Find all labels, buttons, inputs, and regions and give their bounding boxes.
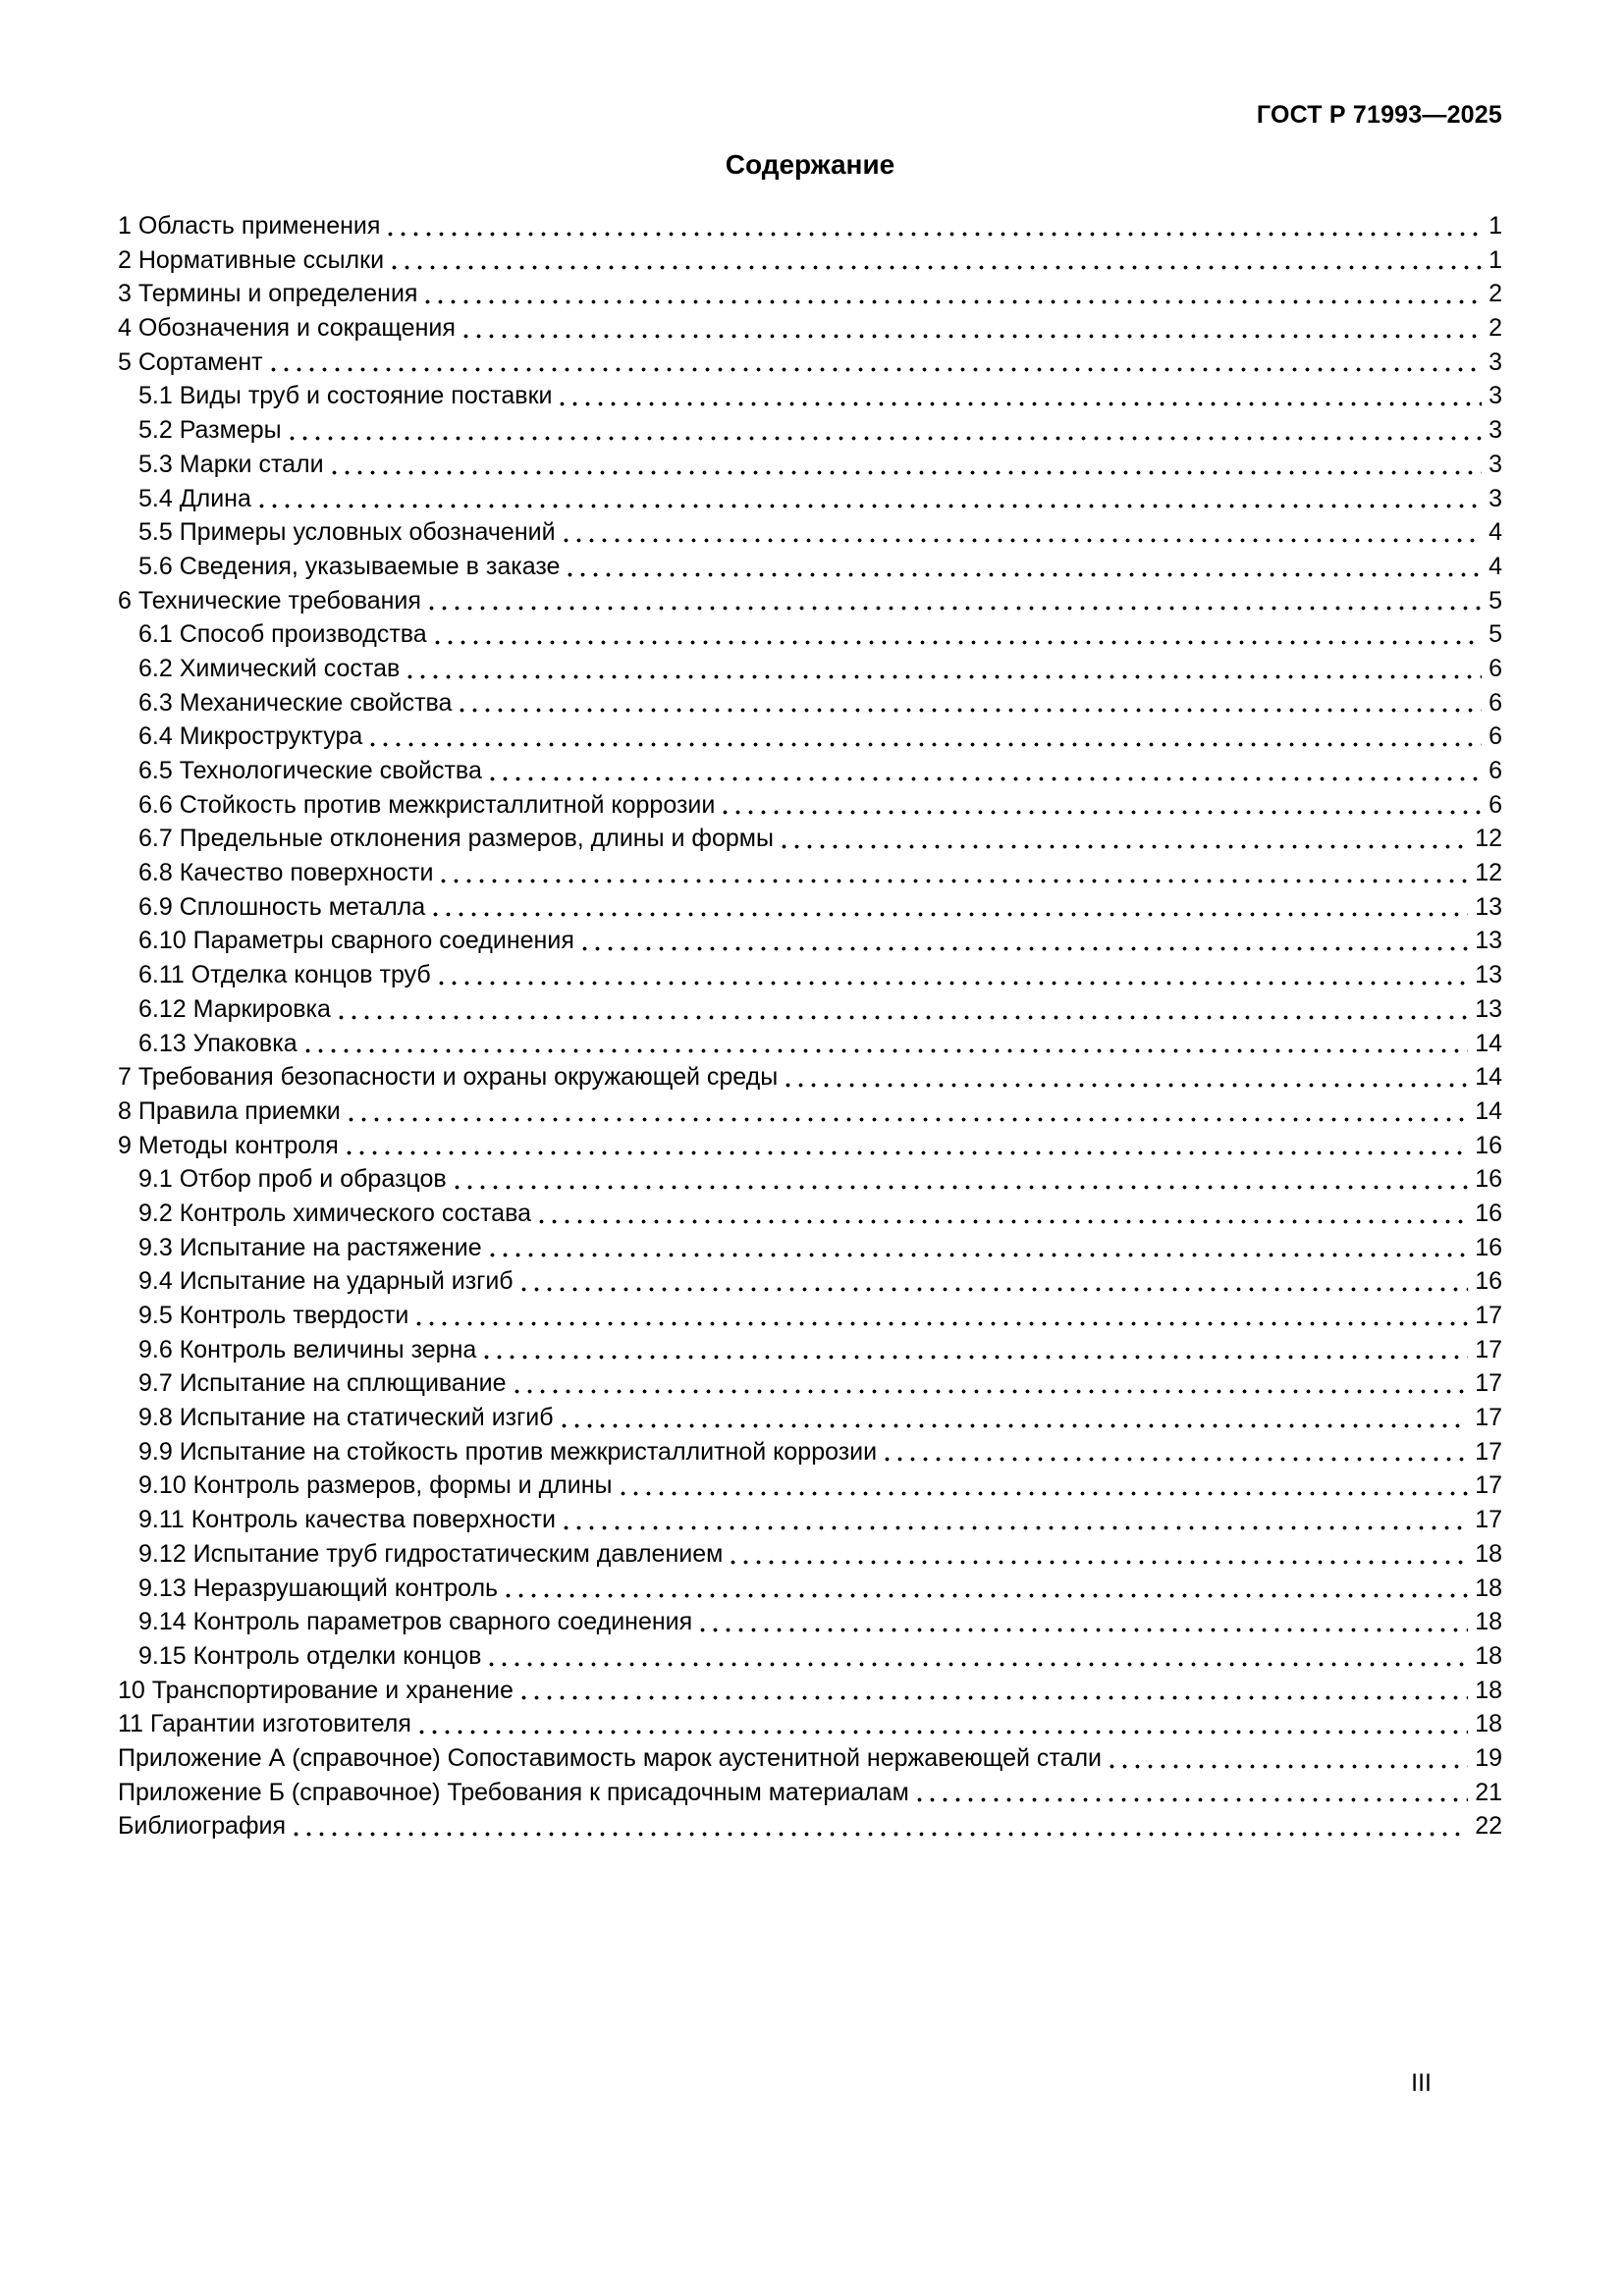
toc-entry-label: Приложение А (справочное) Сопоставимость марок аустенитной нержавеющей стали [118,1743,1103,1772]
toc-entry [118,346,1502,380]
toc-entry [118,1468,1502,1503]
toc-entry-label: 9.12 Испытание труб гидростатическим давлением [138,1539,724,1568]
toc-entry-page: 13 [1475,994,1502,1023]
toc-dot-leader [368,720,1484,754]
toc-entry-label: 6.8 Качество поверхности [138,859,434,887]
page-title: Содержание [725,149,895,180]
toc-dot-leader [433,617,1484,652]
toc-entry-label: 9 Методы контроля [118,1131,339,1159]
toc-dot-leader [519,1674,1470,1708]
toc-entry [118,1197,1502,1231]
toc-entry-page: 4 [1489,552,1502,580]
toc-entry [118,243,1502,278]
toc-dot-leader [461,311,1484,346]
toc-dot-leader [721,788,1484,823]
toc-entry-page: 1 [1489,245,1502,274]
toc-dot-leader [406,652,1484,686]
toc-entry-label: 5.6 Сведения, указываемые в заказе [138,552,561,580]
standard-designation: ГОСТ Р 71993—2025 [1256,101,1502,129]
toc-entry [118,652,1502,686]
toc-entry-label: 6.6 Стойкость против межкристаллитной коррозии [138,790,716,819]
toc-dot-leader [566,550,1484,584]
toc-entry-page: 13 [1475,892,1502,921]
toc-entry [118,890,1502,925]
toc-entry [118,1503,1502,1537]
toc-entry [118,754,1502,788]
toc-entry [118,1707,1502,1741]
toc-dot-leader [488,1231,1471,1265]
toc-entry-label: 9.7 Испытание на сплющивание [138,1369,507,1398]
toc-dot-leader [784,1060,1470,1095]
toc-entry-page: 6 [1489,757,1502,784]
toc-entry-page: 12 [1475,859,1502,887]
toc-dot-leader [883,1435,1470,1469]
toc-dot-leader [698,1605,1470,1639]
toc-entry-label: 9.14 Контроль параметров сварного соединения [138,1608,693,1636]
toc-entry-label: 4 Обозначения и сокращения [118,314,456,343]
toc-dot-leader [488,754,1484,788]
toc-entry [118,1435,1502,1469]
toc-entry [118,550,1502,584]
toc-entry-page: 17 [1475,1404,1502,1432]
toc-dot-leader [453,1162,1471,1197]
toc-entry [118,686,1502,721]
toc-entry-page: 16 [1475,1233,1502,1261]
toc-entry-label: 10 Транспортирование и хранение [118,1676,514,1704]
toc-entry [118,1299,1502,1333]
toc [118,209,1502,1843]
toc-entry-page: 13 [1475,961,1502,989]
toc-entry [118,1231,1502,1265]
toc-entry-page: 17 [1475,1437,1502,1466]
toc-entry-page: 18 [1475,1539,1502,1568]
toc-dot-leader [386,209,1484,243]
toc-dot-leader [337,992,1470,1027]
toc-entry-label: 6.5 Технологические свойства [138,757,482,784]
toc-entry [118,1129,1502,1163]
toc-entry [118,1162,1502,1197]
toc-entry [118,413,1502,448]
toc-entry-page: 3 [1489,450,1502,478]
toc-entry-label: 6.11 Отделка концов труб [138,961,431,989]
toc-entry [118,1572,1502,1606]
toc-entry-label: 3 Термины и определения [118,280,418,308]
toc-entry [118,1537,1502,1572]
toc-entry-label: 6.3 Механические свойства [138,688,453,717]
toc-entry-page: 19 [1475,1743,1502,1772]
toc-entry-page: 14 [1475,1096,1502,1125]
toc-entry-label: 9.9 Испытание на стойкость против межкристаллитной коррозии [138,1437,878,1466]
toc-entry-label: 6.10 Параметры сварного соединения [138,927,574,955]
toc-entry-label: 8 Правила приемки [118,1096,341,1125]
toc-entry-label: 5.4 Длина [138,484,251,512]
toc-entry [118,1095,1502,1129]
toc-entry-label: 9.6 Контроль величины зерна [138,1335,477,1363]
toc-entry [118,788,1502,823]
toc-entry-page: 5 [1489,586,1502,614]
toc-dot-leader [562,1503,1470,1537]
toc-entry-label: 6.4 Микроструктура [138,722,363,751]
toc-entry-page: 18 [1475,1641,1502,1670]
toc-dot-leader [437,958,1471,992]
toc-entry-page: 18 [1475,1710,1502,1738]
toc-dot-leader [504,1572,1470,1606]
toc-entry-label: 11 Гарантии изготовителя [118,1710,411,1738]
toc-entry-page: 21 [1475,1778,1502,1806]
toc-dot-leader [417,1707,1470,1741]
toc-dot-leader [915,1776,1470,1810]
toc-entry-label: 6.12 Маркировка [138,994,331,1023]
toc-entry-page: 6 [1489,790,1502,819]
toc-dot-leader [269,346,1485,380]
toc-entry-label: 6.13 Упаковка [138,1029,298,1057]
toc-entry-page: 17 [1475,1506,1502,1534]
toc-entry-page: 18 [1475,1676,1502,1704]
toc-entry-page: 16 [1475,1165,1502,1194]
toc-entry-page: 2 [1489,280,1502,308]
toc-entry-page: 17 [1475,1471,1502,1500]
toc-dot-leader [513,1366,1471,1401]
toc-entry-page: 18 [1475,1574,1502,1602]
toc-entry-page: 14 [1475,1063,1502,1092]
toc-entry [118,1741,1502,1776]
toc-entry-page: 13 [1475,927,1502,955]
toc-entry [118,924,1502,958]
toc-dot-leader [390,243,1484,278]
toc-dot-leader [482,1333,1470,1367]
toc-entry-label: 1 Область применения [118,212,381,240]
toc-entry-label: 9.2 Контроль химического состава [138,1199,531,1227]
toc-entry-page: 6 [1489,722,1502,751]
toc-entry-label: 5.5 Примеры условных обозначений [138,518,556,547]
toc-entry-label: 9.1 Отбор проб и образцов [138,1165,447,1194]
toc-entry [118,1639,1502,1674]
toc-entry-label: 6.1 Способ производства [138,620,427,649]
toc-entry-label: 9.8 Испытание на статический изгиб [138,1404,554,1432]
toc-entry [118,958,1502,992]
toc-entry-page: 22 [1475,1812,1502,1841]
toc-dot-leader [288,413,1485,448]
toc-entry-page: 1 [1489,212,1502,240]
toc-entry-label: 6.7 Предельные отклонения размеров, длины и формы [138,825,774,853]
toc-entry-label: 9.10 Контроль размеров, формы и длины [138,1471,613,1500]
page-number: III [1411,2069,1432,2097]
toc-dot-leader [303,1027,1471,1061]
toc-entry [118,277,1502,311]
toc-entry [118,1605,1502,1639]
toc-entry-page: 6 [1489,654,1502,682]
toc-entry [118,1401,1502,1435]
toc-entry [118,1264,1502,1299]
toc-entry [118,1776,1502,1810]
toc-entry [118,482,1502,516]
toc-dot-leader [427,584,1484,618]
toc-entry-page: 16 [1475,1267,1502,1296]
toc-entry-page: 12 [1475,825,1502,853]
toc-entry-label: 9.11 Контроль качества поверхности [138,1506,556,1534]
toc-entry-page: 18 [1475,1608,1502,1636]
toc-entry-label: 6 Технические требования [118,586,421,614]
toc-entry-page: 17 [1475,1302,1502,1329]
toc-entry-page: 3 [1489,416,1502,445]
toc-dot-leader [292,1809,1470,1843]
toc-entry-label: 2 Нормативные ссылки [118,245,385,274]
toc-entry [118,311,1502,346]
toc-entry-page: 6 [1489,688,1502,717]
toc-entry [118,1366,1502,1401]
toc-entry [118,856,1502,890]
toc-dot-leader [558,379,1484,413]
toc-dot-leader [458,686,1484,721]
toc-dot-leader [414,1299,1470,1333]
toc-entry [118,1027,1502,1061]
toc-entry-page: 17 [1475,1335,1502,1363]
toc-entry [118,448,1502,482]
toc-entry [118,1060,1502,1095]
toc-entry-label: 9.15 Контроль отделки концов [138,1641,482,1670]
toc-entry [118,379,1502,413]
toc-entry-label: 9.5 Контроль твердости [138,1302,409,1329]
toc-entry-page: 16 [1475,1199,1502,1227]
toc-dot-leader [729,1537,1470,1572]
toc-entry [118,209,1502,243]
toc-dot-leader [560,1401,1471,1435]
toc-dot-leader [562,515,1485,550]
toc-entry-page: 3 [1489,347,1502,376]
toc-entry [118,720,1502,754]
toc-dot-leader [519,1264,1471,1299]
toc-entry-label: 6.2 Химический состав [138,654,401,682]
toc-entry [118,1809,1502,1843]
toc-entry-page: 3 [1489,484,1502,512]
toc-entry-label: Приложение Б (справочное) Требования к присадочным материалам [118,1778,909,1806]
toc-entry-label: 6.9 Сплошность металла [138,892,426,921]
toc-entry-page: 17 [1475,1369,1502,1398]
toc-entry [118,1333,1502,1367]
toc-dot-leader [330,448,1485,482]
toc-dot-leader [487,1639,1470,1674]
toc-dot-leader [580,924,1470,958]
toc-dot-leader [345,1129,1470,1163]
toc-dot-leader [431,890,1470,925]
toc-entry-label: 9.3 Испытание на растяжение [138,1233,482,1261]
toc-entry-label: 5.2 Размеры [138,416,282,445]
toc-entry [118,617,1502,652]
toc-entry-page: 16 [1475,1131,1502,1159]
toc-entry [118,1674,1502,1708]
toc-entry-label: Библиография [118,1812,287,1841]
toc-entry [118,822,1502,856]
toc-entry-label: 9.4 Испытание на ударный изгиб [138,1267,514,1296]
toc-entry-page: 5 [1489,620,1502,649]
toc-entry-label: 5.1 Виды труб и состояние поставки [138,382,553,410]
toc-dot-leader [537,1197,1470,1231]
toc-entry-page: 3 [1489,382,1502,410]
toc-entry [118,992,1502,1027]
toc-entry-label: 9.13 Неразрушающий контроль [138,1574,499,1602]
toc-entry [118,515,1502,550]
toc-entry-label: 5.3 Марки стали [138,450,324,478]
toc-dot-leader [780,822,1470,856]
toc-entry-page: 14 [1475,1029,1502,1057]
toc-dot-leader [423,277,1484,311]
toc-entry-label: 5 Сортамент [118,347,263,376]
toc-dot-leader [619,1468,1471,1503]
toc-entry-page: 4 [1489,518,1502,547]
toc-dot-leader [347,1095,1470,1129]
toc-entry-label: 7 Требования безопасности и охраны окружающей среды [118,1063,779,1092]
toc-dot-leader [257,482,1484,516]
toc-dot-leader [1108,1741,1470,1776]
toc-entry [118,584,1502,618]
toc-dot-leader [439,856,1470,890]
toc-entry-page: 2 [1489,314,1502,343]
